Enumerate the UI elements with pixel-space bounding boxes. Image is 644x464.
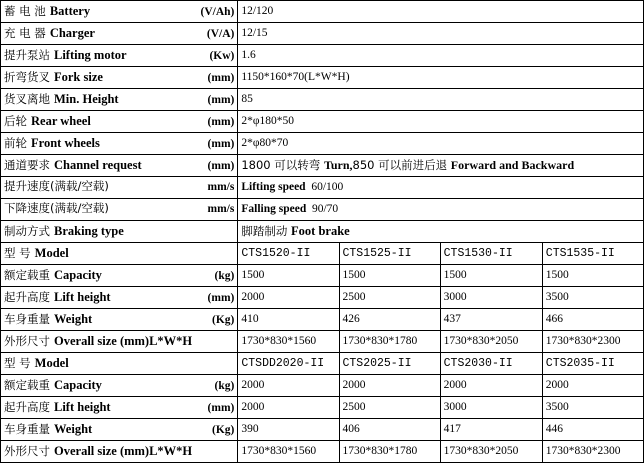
block1-model-2: CTS1525-II — [339, 243, 440, 265]
row-value-channel-request — [238, 155, 644, 177]
row-value-fork-size: 1150*160*70(L*W*H) — [238, 67, 644, 89]
table-row — [1, 309, 644, 331]
brake-value-cn: 脚踏制动 — [241, 224, 292, 239]
block1-capacity-4: 1500 — [542, 265, 643, 287]
block1-model-3: CTS1530-II — [440, 243, 542, 265]
block2-label-model: 型 号 Model — [1, 353, 238, 375]
channel-turn-en: Turn, — [323, 158, 353, 173]
row-label-channel-request: 通道要求 Channel request (mm) — [1, 155, 238, 177]
row-label-falling-speed: 下降速度(满载/空载) mm/s — [1, 199, 238, 221]
channel-turn-cn: 1800 可以转弯 — [241, 158, 324, 173]
block2-lift-height-2: 2500 — [339, 397, 440, 419]
block1-capacity-2: 1500 — [339, 265, 440, 287]
row-label-lifting-motor: 提升泵站 Lifting motor (Kw) — [1, 45, 238, 67]
table-row — [1, 375, 644, 397]
block1-capacity-3: 1500 — [440, 265, 542, 287]
lifting-speed-label: Lifting speed — [241, 180, 306, 193]
block1-label-overall-size: 外形尺寸 Overall size (mm)L*W*H — [1, 331, 238, 353]
table-row — [1, 177, 644, 199]
block1-lift-height-2: 2500 — [339, 287, 440, 309]
lifting-speed-value: 60/100 — [311, 180, 344, 193]
brake-value-en: Foot brake — [291, 224, 350, 239]
block2-model-2: CTS2025-II — [339, 353, 440, 375]
block1-overall-size-1: 1730*830*1560 — [238, 331, 339, 353]
block2-label-lift-height: 起升高度 Lift height (mm) — [1, 397, 238, 419]
block2-overall-size-4: 1730*830*2300 — [542, 441, 643, 463]
block1-lift-height-3: 3000 — [440, 287, 542, 309]
table-row — [1, 419, 644, 441]
block2-overall-size-2: 1730*830*1780 — [339, 441, 440, 463]
table-row — [1, 23, 644, 45]
table-row — [1, 221, 644, 243]
table-row — [1, 111, 644, 133]
row-label-fork-size: 折弯货叉 Fork size (mm) — [1, 67, 238, 89]
block2-lift-height-3: 3000 — [440, 397, 542, 419]
block1-overall-size-4: 1730*830*2300 — [542, 331, 643, 353]
table-row — [1, 89, 644, 111]
block2-model-1: CTSDD2020-II — [238, 353, 339, 375]
block1-weight-1: 410 — [238, 309, 339, 331]
block1-lift-height-4: 3500 — [542, 287, 643, 309]
row-value-battery: 12/120 — [238, 1, 644, 23]
block1-overall-size-2: 1730*830*1780 — [339, 331, 440, 353]
block1-label-capacity: 额定载重 Capacity (kg) — [1, 265, 238, 287]
block1-overall-size-3: 1730*830*2050 — [440, 331, 542, 353]
block2-capacity-1: 2000 — [238, 375, 339, 397]
block1-label-weight: 车身重量 Weight (Kg) — [1, 309, 238, 331]
row-value-min-height: 85 — [238, 89, 644, 111]
channel-forward-en: Forward and Backward — [450, 158, 575, 173]
row-label-lifting-speed: 提升速度(满载/空载) mm/s — [1, 177, 238, 199]
row-label-battery: 蓄 电 池 Battery (V/Ah) — [1, 1, 238, 23]
block2-label-capacity: 额定载重 Capacity (kg) — [1, 375, 238, 397]
row-label-rear-wheel: 后轮 Rear wheel (mm) — [1, 111, 238, 133]
block2-label-overall-size: 外形尺寸 Overall size (mm)L*W*H — [1, 441, 238, 463]
row-value-lifting-speed — [238, 177, 644, 199]
row-value-falling-speed — [238, 199, 644, 221]
block2-overall-size-3: 1730*830*2050 — [440, 441, 542, 463]
table-row — [1, 1, 644, 23]
row-value-braking-type — [238, 221, 644, 243]
block1-lift-height-1: 2000 — [238, 287, 339, 309]
block2-label-weight: 车身重量 Weight (Kg) — [1, 419, 238, 441]
block2-capacity-3: 2000 — [440, 375, 542, 397]
block2-lift-height-1: 2000 — [238, 397, 339, 419]
table-row — [1, 155, 644, 177]
table-row — [1, 397, 644, 419]
block1-weight-2: 426 — [339, 309, 440, 331]
falling-speed-value: 90/70 — [311, 202, 339, 215]
row-label-braking-type: 制动方式 Braking type — [1, 221, 238, 243]
block2-capacity-2: 2000 — [339, 375, 440, 397]
row-label-charger: 充 电 器 Charger (V/A) — [1, 23, 238, 45]
block2-model-3: CTS2030-II — [440, 353, 542, 375]
block2-weight-4: 446 — [542, 419, 643, 441]
table-row — [1, 199, 644, 221]
table-row — [1, 287, 644, 309]
channel-forward-cn: 850 可以前进后退 — [352, 158, 451, 173]
block2-capacity-4: 2000 — [542, 375, 643, 397]
row-value-lifting-motor: 1.6 — [238, 45, 644, 67]
row-value-front-wheels: 2*φ80*70 — [238, 133, 644, 155]
table-row — [1, 67, 644, 89]
row-value-rear-wheel: 2*φ180*50 — [238, 111, 644, 133]
table-row — [1, 265, 644, 287]
row-label-min-height: 货叉离地 Min. Height (mm) — [1, 89, 238, 111]
block2-weight-1: 390 — [238, 419, 339, 441]
row-value-charger: 12/15 — [238, 23, 644, 45]
table-row — [1, 45, 644, 67]
block1-weight-3: 437 — [440, 309, 542, 331]
row-label-front-wheels: 前轮 Front wheels (mm) — [1, 133, 238, 155]
block1-label-lift-height: 起升高度 Lift height (mm) — [1, 287, 238, 309]
table-row — [1, 441, 644, 463]
block1-capacity-1: 1500 — [238, 265, 339, 287]
block2-overall-size-1: 1730*830*1560 — [238, 441, 339, 463]
table-row — [1, 353, 644, 375]
falling-speed-label: Falling speed — [241, 202, 307, 215]
table-row — [1, 133, 644, 155]
block2-weight-3: 417 — [440, 419, 542, 441]
block1-model-4: CTS1535-II — [542, 243, 643, 265]
block1-weight-4: 466 — [542, 309, 643, 331]
block2-lift-height-4: 3500 — [542, 397, 643, 419]
block1-label-model: 型 号 Model — [1, 243, 238, 265]
block2-weight-2: 406 — [339, 419, 440, 441]
block2-model-4: CTS2035-II — [542, 353, 643, 375]
table-row — [1, 243, 644, 265]
block1-model-1: CTS1520-II — [238, 243, 339, 265]
table-row — [1, 331, 644, 353]
